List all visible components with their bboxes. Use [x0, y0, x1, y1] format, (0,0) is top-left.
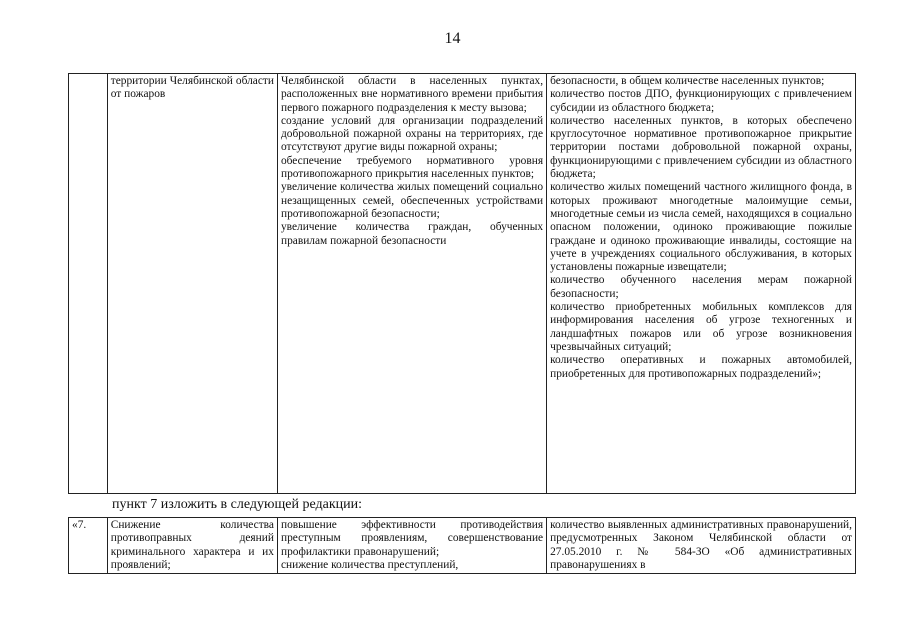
indicator-item: количество выявленных административных правонарушений, предусмотренных Законом Челябинской области от 27.05.2010 г. № 584-ЗО «Об административных правонарушениях в	[550, 519, 852, 571]
indicator-item: количество жилых помещений частного жилищного фонда, в которых проживают многодетные малоимущие семьи, многодетные семьи из числа семей, находящихся в социально опасном положении, одиноко проживающие пожилые граждане и одиноко проживающие инвалиды, состоящие на учете в учреждениях социального обслуживания, в которых установлены пожарные извещатели;	[550, 181, 852, 274]
indicator-item: количество оперативных и пожарных автомобилей, приобретенных для противопожарных подразделений»;	[550, 354, 852, 380]
objective-cell	[107, 74, 277, 494]
task-item: снижение количества преступлений,	[280, 558, 459, 571]
tasks-cell	[277, 74, 546, 494]
task-item: обеспечение требуемого нормативного уровня противопожарного прикрытия населенных пунктов;	[280, 154, 544, 181]
indicator-item: количество постов ДПО, функционирующих с привлечением субсидии из областного бюджета;	[550, 88, 852, 114]
tasks-cell	[277, 518, 546, 574]
row-number-cell	[69, 74, 108, 494]
indicator-item: количество приобретенных мобильных комплексов для информирования населения об угрозе техногенных и ландшафтных пожаров или об угрозе возникновения чрезвычайных ситуаций;	[550, 301, 852, 353]
indicator-item: количество обученного населения мерам пожарной безопасности;	[550, 274, 852, 300]
indicators-cell	[547, 518, 856, 574]
objective-text: Снижение количества противоправных деяний криминального характера и их проявлений;	[110, 519, 274, 571]
objective-text: территории Челябинской области от пожаров	[110, 75, 274, 101]
task-item: увеличение количества граждан, обученных правилам пожарной безопасности	[280, 221, 544, 247]
table-row	[69, 74, 856, 494]
row-number-cell: «7.	[69, 518, 108, 574]
task-item: повышение эффективности противодействия преступным проявлениям, совершенствование профилактики правонарушений;	[280, 519, 544, 558]
indicators-cell	[547, 74, 856, 494]
table-row	[69, 518, 856, 574]
task-item: Челябинской области в населенных пунктах, расположенных вне нормативного времени прибытия первого пожарного подразделения к месту вызова;	[280, 75, 544, 114]
program-table-continued	[68, 73, 856, 494]
task-item: создание условий для организации подразделений добровольной пожарной охраны на территориях, где отсутствуют другие виды пожарной охраны;	[280, 114, 544, 154]
indicator-item: количество населенных пунктов, в которых обеспечено круглосуточное нормативное противопожарное прикрытие территории постами добровольной пожарной охраны, функционирующими с привлечением субсидии из областного бюджета;	[550, 114, 852, 181]
objective-cell	[107, 518, 277, 574]
amendment-instruction: пункт 7 изложить в следующей редакции:	[112, 497, 362, 512]
page-number: 14	[444, 30, 461, 47]
task-item: увеличение количества жилых помещений социально незащищенных семей, обеспеченных устройствами противопожарной безопасности;	[280, 181, 544, 220]
program-table-item-7	[68, 517, 856, 574]
indicator-item: безопасности, в общем количестве населенных пунктов;	[550, 75, 825, 87]
